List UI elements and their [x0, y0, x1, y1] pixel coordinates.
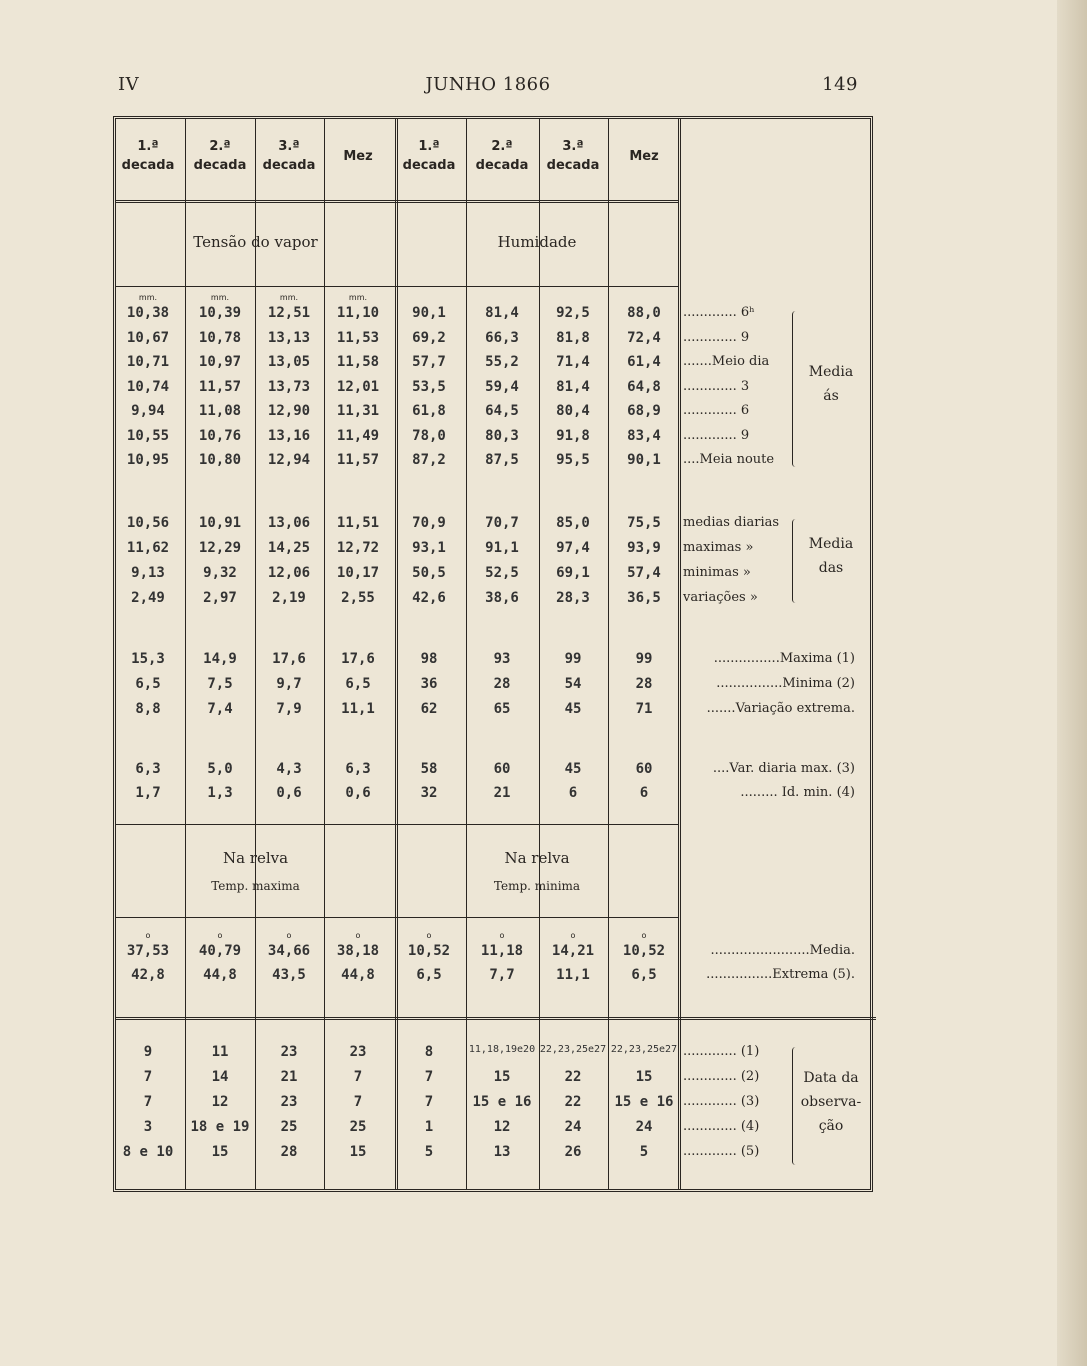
table-cell: 71 [635, 701, 653, 717]
table-cell: 95,5 [556, 452, 590, 468]
brace-label: Media [808, 536, 854, 552]
row-label: ....Meia noute [683, 452, 775, 467]
table-cell: 14 [211, 1069, 229, 1085]
column-header-number: 1.ª [137, 139, 159, 154]
table-cell: 24 [564, 1119, 582, 1135]
table-cell: 2,55 [341, 590, 375, 606]
table-cell: 72,4 [627, 329, 661, 346]
column-header [610, 147, 678, 166]
section-subtitle-temp-min: Temp. minima [493, 879, 581, 893]
table-cell: 11,53 [336, 329, 380, 346]
table-cell: 12,72 [336, 540, 380, 556]
table-cell: 22 [564, 1094, 582, 1110]
table-cell: 93,1 [412, 540, 446, 556]
table-cell: 21 [280, 1069, 298, 1085]
table-cell: 24 [635, 1119, 653, 1135]
table-cell: 12 [211, 1094, 229, 1110]
table-cell: 6,5 [416, 967, 442, 983]
section-title-humidade: Humidade [497, 233, 577, 251]
table-cell: 28 [280, 1144, 298, 1160]
degree-mark: o [570, 931, 576, 940]
table-cell: 28,3 [556, 590, 590, 606]
table-cell: 87,5 [485, 452, 519, 468]
table-cell: 12,51 [267, 305, 311, 321]
column-header-number: 2.ª [209, 139, 231, 154]
row-label: ............. (2) [683, 1069, 760, 1084]
table-cell: 38,18 [336, 943, 380, 959]
table-cell: 6 [568, 785, 578, 801]
table-cell: 7,9 [276, 701, 302, 717]
table-cell: 40,79 [198, 943, 242, 959]
table-cell: 7 [353, 1094, 363, 1110]
table-cell: 62 [420, 701, 438, 717]
table-cell: 15 [211, 1144, 229, 1160]
table-cell: 0,6 [276, 785, 302, 801]
table-cell: 5,0 [207, 761, 233, 777]
table-cell: 2,49 [131, 590, 165, 606]
table-cell: 60 [635, 761, 653, 777]
column-header-word: decada [193, 158, 247, 173]
page-number: 149 [822, 74, 858, 95]
table-cell: 7 [353, 1069, 363, 1085]
table-cell: 10,71 [126, 354, 170, 370]
brace-label: Data da [803, 1070, 859, 1086]
table-cell: 11,08 [198, 403, 242, 419]
table-cell: 10,38 [126, 305, 170, 321]
table-cell: 6 [639, 785, 649, 801]
table-cell: 7 [143, 1094, 153, 1110]
table-cell: 21 [493, 785, 511, 801]
row-label: ............. (3) [683, 1094, 760, 1109]
table-cell: 10,39 [198, 305, 242, 321]
row-label: ................Minima (2) [716, 676, 855, 691]
table-cell: 10,52 [622, 943, 666, 959]
column-header-number: 1.ª [418, 139, 440, 154]
table-cell: 11,1 [556, 967, 590, 983]
table-cell: 93,9 [627, 540, 661, 556]
table-cell: 7 [424, 1069, 434, 1085]
table-cell: 99 [564, 651, 582, 667]
table-cell: 12 [493, 1119, 511, 1135]
table-cell: 10,17 [336, 565, 380, 581]
table-cell: 50,5 [412, 565, 446, 581]
row-label: .......Variação extrema. [706, 701, 855, 716]
row-label: ........................Media. [710, 943, 855, 958]
label-column-rule [678, 119, 681, 1189]
table-cell: 92,5 [556, 305, 590, 321]
table-cell: 43,5 [272, 967, 306, 983]
table-cell: 57,7 [412, 354, 446, 370]
table-cell: 61,8 [412, 403, 446, 419]
table-cell: 12,90 [267, 403, 311, 419]
brace-label: ção [818, 1118, 844, 1134]
table-cell: 11,51 [336, 515, 380, 531]
table-cell: 12,01 [336, 378, 380, 395]
table-cell: 1 [424, 1119, 434, 1135]
column-header-word: decada [121, 158, 175, 173]
table-cell: 97,4 [556, 540, 590, 556]
table-cell: 10,76 [198, 427, 242, 444]
table-cell: 5 [424, 1144, 434, 1160]
table-cell: 11,18,19e20 [468, 1044, 536, 1055]
table-cell: 15 e 16 [614, 1094, 674, 1110]
table-cell: 65 [493, 701, 511, 717]
column-header [186, 137, 254, 175]
column-header [324, 147, 392, 166]
table-cell: 42,6 [412, 590, 446, 606]
table-cell: 85,0 [556, 515, 590, 531]
unit-mm: mm. [210, 293, 230, 302]
table-cell: 26 [564, 1144, 582, 1160]
table-cell: 11 [211, 1044, 229, 1060]
table-cell: 10,67 [126, 329, 170, 346]
degree-mark: o [499, 931, 505, 940]
brace-icon [792, 519, 799, 603]
column-header-word: decada [475, 158, 529, 173]
table-cell: 17,6 [272, 651, 306, 667]
row-rule [116, 824, 678, 825]
table-cell: 13 [493, 1144, 511, 1160]
table-cell: 12,29 [198, 540, 242, 556]
table-cell: 80,4 [556, 403, 590, 419]
table-cell: 83,4 [627, 427, 661, 444]
column-header [468, 137, 536, 175]
running-head [118, 74, 858, 102]
row-rule [116, 286, 678, 287]
table-cell: 8 e 10 [122, 1144, 174, 1160]
row-rule [116, 1017, 876, 1020]
section-number: IV [118, 74, 140, 95]
table-cell: 23 [280, 1094, 298, 1110]
table-cell: 81,8 [556, 329, 590, 346]
table-cell: 25 [280, 1119, 298, 1135]
column-header-word: decada [402, 158, 456, 173]
column-header-number: Mez [629, 149, 659, 164]
table-cell: 6,5 [345, 676, 371, 692]
table-cell: 36 [420, 676, 438, 692]
table-cell: 8 [424, 1044, 434, 1060]
table-cell: 11,1 [341, 701, 375, 717]
row-label: ................Maxima (1) [713, 651, 855, 666]
table-cell: 81,4 [485, 305, 519, 321]
table-cell: 11,10 [336, 305, 380, 321]
degree-mark: o [217, 931, 223, 940]
table-cell: 99 [635, 651, 653, 667]
table-cell: 93 [493, 651, 511, 667]
table-cell: 13,13 [267, 329, 311, 346]
brace-label: observa- [800, 1094, 862, 1110]
table-cell: 2,97 [203, 590, 237, 606]
table-cell: 64,8 [627, 378, 661, 395]
table-cell: 69,2 [412, 329, 446, 346]
table-cell: 87,2 [412, 452, 446, 468]
table-cell: 14,25 [267, 540, 311, 556]
section-title-relva-max: Na relva [222, 849, 289, 867]
section-subtitle-temp-max: Temp. maxima [211, 879, 300, 893]
row-label: ....Var. diaria max. (3) [712, 761, 855, 776]
row-label: minimas » [683, 565, 751, 580]
column-header-number: 3.ª [278, 139, 300, 154]
table-cell: 7,5 [207, 676, 233, 692]
table-cell: 9,32 [203, 565, 237, 581]
row-label: ................Extrema (5). [706, 967, 855, 982]
table-cell: 32 [420, 785, 438, 801]
table-cell: 13,73 [267, 378, 311, 395]
table-cell: 0,6 [345, 785, 371, 801]
row-label: .......Meio dia [683, 354, 770, 369]
row-label: ............. 6ʰ [683, 305, 755, 320]
table-cell: 66,3 [485, 329, 519, 346]
unit-mm: mm. [279, 293, 299, 302]
column-header-number: 2.ª [491, 139, 513, 154]
table-cell: 14,9 [203, 651, 237, 667]
table-cell: 1,3 [207, 785, 233, 801]
table-cell: 13,05 [267, 354, 311, 370]
table-cell: 5 [639, 1144, 649, 1160]
page-title: JUNHO 1866 [425, 74, 551, 95]
table-cell: 28 [493, 676, 511, 692]
column-header-number: Mez [343, 149, 373, 164]
table-cell: 9 [143, 1044, 153, 1060]
table-cell: 11,62 [126, 540, 170, 556]
table-cell: 59,4 [485, 378, 519, 395]
row-label: ............. 9 [683, 427, 750, 443]
unit-mm: mm. [138, 293, 158, 302]
table-cell: 15 [349, 1144, 367, 1160]
table-cell: 44,8 [341, 967, 375, 983]
table-cell: 75,5 [627, 515, 661, 531]
row-label: ............. (4) [683, 1119, 760, 1134]
table-cell: 12,94 [267, 452, 311, 468]
row-label: medias diarias [683, 515, 780, 530]
table-cell: 42,8 [131, 967, 165, 983]
table-cell: 9,94 [131, 403, 165, 419]
table-cell: 10,80 [198, 452, 242, 468]
table-cell: 55,2 [485, 354, 519, 370]
brace-label: Media [808, 364, 854, 380]
column-rule [466, 119, 467, 1189]
column-header [255, 137, 323, 175]
table-cell: 34,66 [267, 943, 311, 959]
row-label: ............. 9 [683, 329, 750, 345]
table-cell: 22,23,25e27 [539, 1044, 607, 1055]
data-table [113, 116, 873, 1192]
row-label: ............. 3 [683, 378, 750, 394]
table-cell: 10,52 [407, 943, 451, 959]
table-cell: 11,18 [480, 943, 524, 959]
row-rule [116, 200, 678, 203]
table-cell: 15 e 16 [472, 1094, 532, 1110]
table-cell: 70,7 [485, 515, 519, 531]
table-cell: 8,8 [135, 701, 161, 717]
table-cell: 3 [143, 1119, 153, 1135]
table-cell: 10,78 [198, 329, 242, 346]
row-label: ............. 6 [683, 403, 750, 418]
table-cell: 4,3 [276, 761, 302, 777]
table-cell: 17,6 [341, 651, 375, 667]
table-cell: 11,57 [336, 452, 380, 468]
column-header-word: decada [546, 158, 600, 173]
brace-icon [792, 311, 799, 467]
table-cell: 91,1 [485, 540, 519, 556]
degree-mark: o [641, 931, 647, 940]
table-cell: 23 [280, 1044, 298, 1060]
table-cell: 53,5 [412, 378, 446, 395]
table-cell: 7,4 [207, 701, 233, 717]
column-header [395, 137, 463, 175]
degree-mark: o [145, 931, 151, 940]
table-cell: 15 [493, 1069, 511, 1085]
table-cell: 15,3 [131, 651, 165, 667]
table-cell: 10,55 [126, 427, 170, 444]
row-label: ............. (1) [683, 1044, 760, 1059]
section-title-relva-min: Na relva [504, 849, 570, 867]
section-title-tensao: Tensão do vapor [193, 233, 318, 251]
table-cell: 11,31 [336, 403, 380, 419]
table-cell: 14,21 [551, 943, 595, 959]
table-cell: 70,9 [412, 515, 446, 531]
column-header-number: 3.ª [562, 139, 584, 154]
table-cell: 57,4 [627, 565, 661, 581]
table-cell: 13,06 [267, 515, 311, 531]
table-cell: 80,3 [485, 427, 519, 444]
row-label: variações » [683, 590, 758, 605]
table-cell: 54 [564, 676, 582, 692]
table-cell: 7,7 [489, 967, 515, 983]
table-cell: 37,53 [126, 943, 170, 959]
table-cell: 61,4 [627, 354, 661, 370]
row-label: ............. (5) [683, 1144, 760, 1159]
table-cell: 81,4 [556, 378, 590, 395]
brace-label: ás [823, 388, 839, 404]
row-label: maximas » [683, 540, 754, 555]
table-cell: 38,6 [485, 590, 519, 606]
unit-mm: mm. [348, 293, 368, 302]
column-header [539, 137, 607, 175]
page-edge [1057, 0, 1087, 1366]
table-cell: 23 [349, 1044, 367, 1060]
table-cell: 6,5 [135, 676, 161, 692]
column-header [114, 137, 182, 175]
table-cell: 7 [143, 1069, 153, 1085]
table-cell: 22,23,25e27 [610, 1044, 678, 1055]
table-cell: 11,57 [198, 378, 242, 395]
table-cell: 18 e 19 [190, 1119, 250, 1135]
table-cell: 52,5 [485, 565, 519, 581]
table-cell: 36,5 [627, 590, 661, 606]
column-rule [608, 119, 609, 1189]
degree-mark: o [426, 931, 432, 940]
table-cell: 11,49 [336, 427, 380, 444]
table-cell: 45 [564, 761, 582, 777]
column-header-word: decada [262, 158, 316, 173]
table-cell: 69,1 [556, 565, 590, 581]
table-cell: 1,7 [135, 785, 161, 801]
table-cell: 71,4 [556, 354, 590, 370]
table-cell: 6,3 [135, 761, 161, 777]
table-cell: 10,91 [198, 515, 242, 531]
table-cell: 64,5 [485, 403, 519, 419]
table-cell: 6,3 [345, 761, 371, 777]
table-cell: 44,8 [203, 967, 237, 983]
degree-mark: o [286, 931, 292, 940]
table-cell: 7 [424, 1094, 434, 1110]
table-cell: 88,0 [627, 305, 661, 321]
table-cell: 98 [420, 651, 438, 667]
table-cell: 90,1 [412, 305, 446, 321]
table-cell: 90,1 [627, 452, 661, 468]
table-cell: 68,9 [627, 403, 661, 419]
row-label: ......... Id. min. (4) [740, 785, 855, 800]
table-cell: 6,5 [631, 967, 657, 983]
brace-icon [792, 1047, 799, 1165]
table-cell: 25 [349, 1119, 367, 1135]
table-cell: 10,95 [126, 452, 170, 468]
table-cell: 45 [564, 701, 582, 717]
table-cell: 10,97 [198, 354, 242, 370]
table-cell: 12,06 [267, 565, 311, 581]
table-cell: 10,74 [126, 378, 170, 395]
degree-mark: o [355, 931, 361, 940]
table-cell: 11,58 [336, 354, 380, 370]
table-cell: 91,8 [556, 427, 590, 444]
table-cell: 15 [635, 1069, 653, 1085]
table-cell: 9,7 [276, 676, 302, 692]
brace-label: das [818, 560, 844, 576]
table-cell: 28 [635, 676, 653, 692]
table-cell: 22 [564, 1069, 582, 1085]
table-cell: 9,13 [131, 565, 165, 581]
table-cell: 13,16 [267, 427, 311, 444]
table-cell: 78,0 [412, 427, 446, 444]
table-cell: 60 [493, 761, 511, 777]
table-cell: 2,19 [272, 590, 306, 606]
row-rule [116, 917, 678, 918]
table-cell: 58 [420, 761, 438, 777]
table-cell: 10,56 [126, 515, 170, 531]
